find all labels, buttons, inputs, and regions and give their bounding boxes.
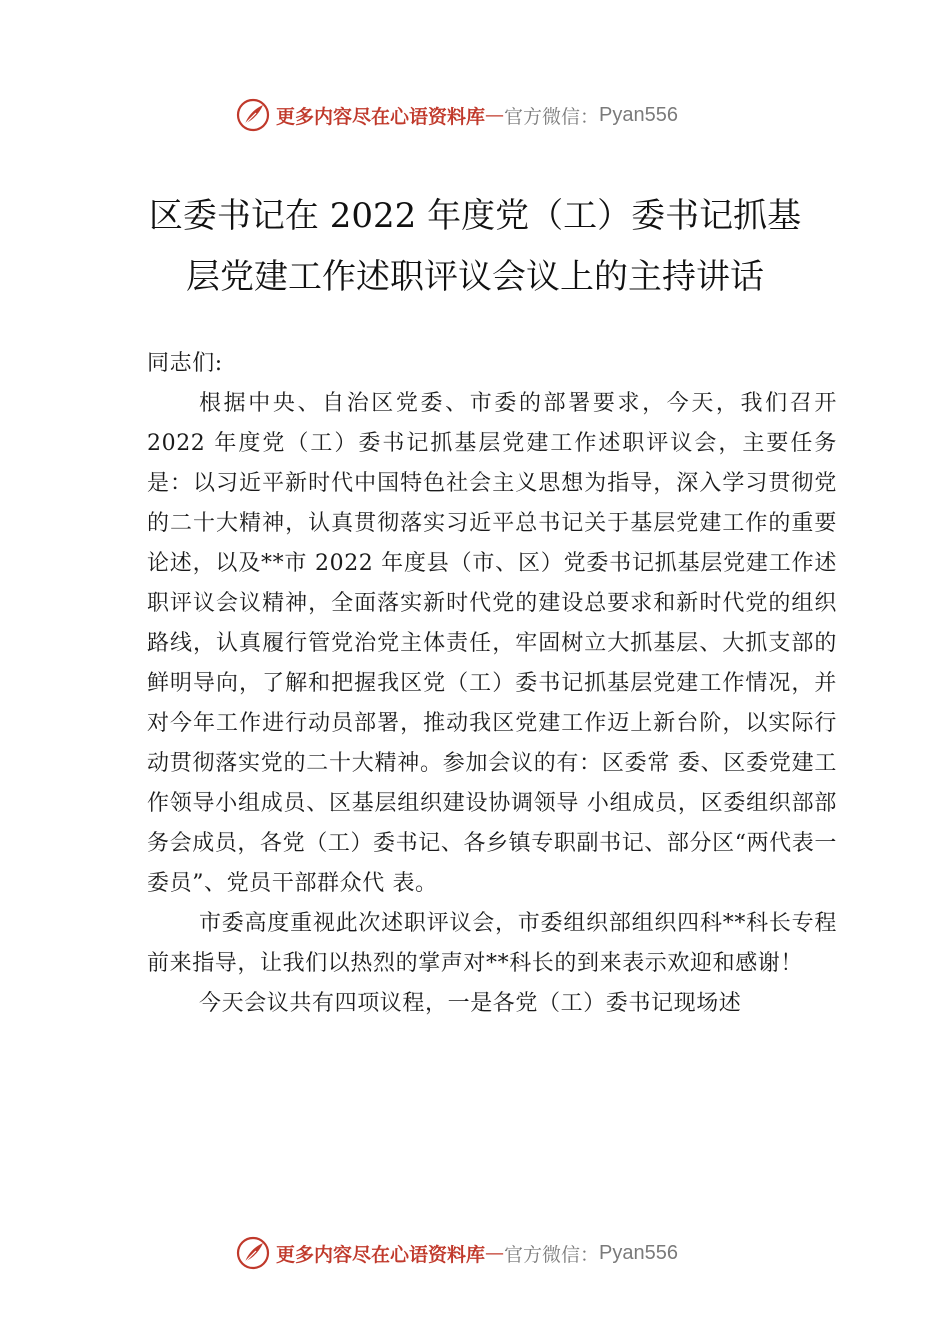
feather-pen-logo-icon (236, 98, 270, 132)
banner-dash: — (485, 1242, 505, 1264)
feather-pen-logo-icon (236, 1236, 270, 1270)
body-paragraph-3: 今天会议共有四项议程，一是各党（工）委书记现场述 (199, 991, 742, 1016)
banner-wechat-label: 官方微信： (504, 105, 600, 128)
title-line-2: 层党建工作述职评议会议上的主持讲话 (186, 257, 764, 297)
body-paragraph-2: 市委高度重视此次述职评议会，市委组织部组织四科**科长专程前来指导，让我们以热烈的掌声对**科长的到来表示欢迎和感谢！ (147, 911, 837, 976)
header-banner (236, 98, 678, 132)
document-title (120, 186, 830, 308)
banner-brand-text: 更多内容尽在心语资料库 (276, 1243, 486, 1266)
banner-brand-text: 更多内容尽在心语资料库 (276, 105, 486, 128)
salutation: 同志们: (147, 351, 223, 376)
footer-banner (236, 1236, 678, 1270)
banner-wechat-id: Pyan556 (599, 103, 678, 126)
banner-wechat-label: 官方微信： (504, 1243, 600, 1266)
banner-dash: — (485, 104, 505, 126)
body-paragraph-1: 根据中央、自治区党委、市委的部署要求，今天，我们召开 2022 年度党（工）委书记抓基层党建工作述职评议会，主要任务是：以习近平新时代中国特色社会主义思想为指导，深入学习贯彻党的二十大精神，认真贯彻落实习近平总书记关于基层党建工作的重要论述，以及**市 2022 年度县（市、区）党委书记抓基层党建工作述职评议会议精神，全面落实新时代党的建设总要求和新时代党的组织路线，认真履行管党治党主体责任，牢固树立大抓基层、大抓支部的鲜明导向，了解和把握我区党（工）委书记抓基层党建工作情况，并对今年工作进行动员部署，推动我区党建工作迈上新台阶，以实际行动贯彻落实党的二十大精神。参加会议的有：区委常 委、区委党建工作领导小组成员、区基层组织建设协调领导 小组成员，区委组织部部务会成员，各党（工）委书记、各乡镇专职副书记、部分区“两代表一委员”、党员干部群众代 表。 (147, 391, 837, 896)
document-body (147, 344, 837, 1024)
banner-wechat-id: Pyan556 (599, 1241, 678, 1264)
title-line-1: 区委书记在 2022 年度党（工）委书记抓基 (148, 196, 802, 236)
